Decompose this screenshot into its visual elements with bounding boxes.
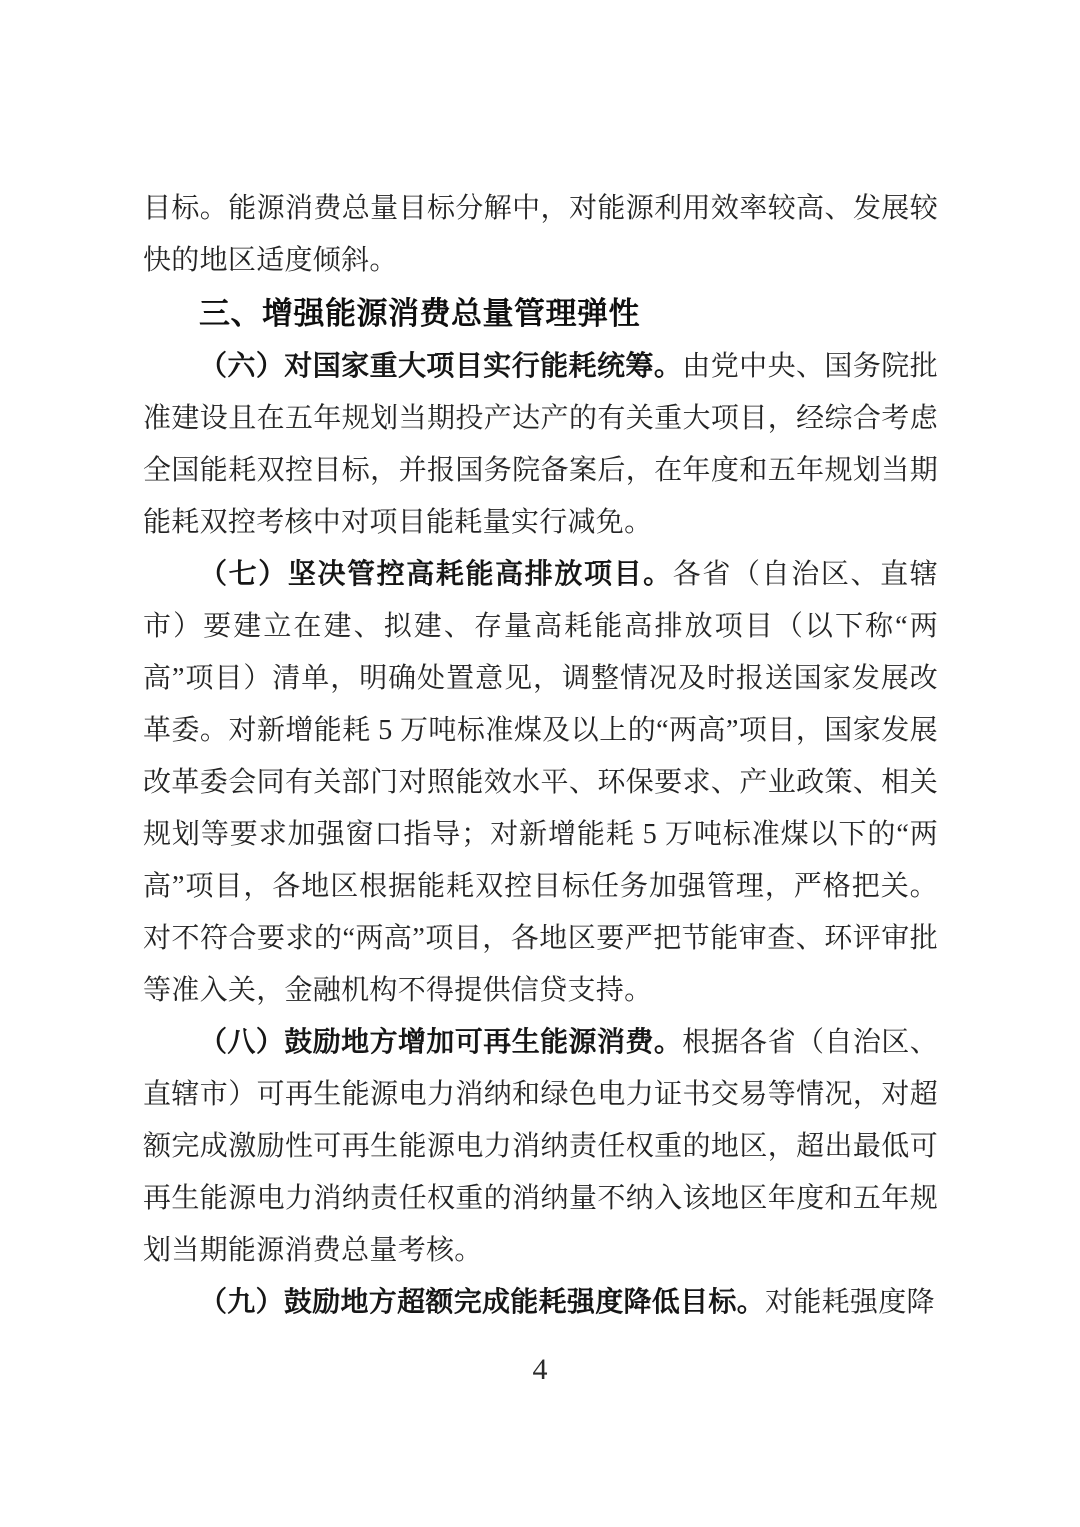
paragraph-item-9	[143, 1277, 938, 1329]
paragraph-lead: （九）鼓励地方超额完成能耗强度降低目标。	[199, 1287, 766, 1318]
paragraph-text: 根据各省（自治区、直辖市）可再生能源电力消纳和绿色电力证书交易等情况，对超额完成激励性可再生能源电力消纳责任权重的地区，超出最低可再生能源电力消纳责任权重的消纳量不纳入该地区年度和五年规划当期能源消费总量考核。	[143, 1027, 939, 1266]
paragraph-text: 由党中央、国务院批准建设且在五年规划当期投产达产的有关重大项目，经综合考虑全国能耗双控目标，并报国务院备案后，在年度和五年规划当期能耗双控考核中对项目能耗量实行减免。	[143, 351, 939, 538]
paragraph-text: 对能耗强度降	[765, 1287, 935, 1318]
paragraph-item-8	[143, 1017, 938, 1277]
paragraph-continuation: 目标。能源消费总量目标分解中，对能源利用效率较高、发展较快的地区适度倾斜。	[143, 193, 938, 276]
paragraph-item-6	[143, 341, 938, 549]
paragraph-item-7	[143, 549, 938, 1017]
paragraph-text: 各省（自治区、直辖市）要建立在建、拟建、存量高耗能高排放项目（以下称“两高”项目）清单，明确处置意见，调整情况及时报送国家发展改革委。对新增能耗 5 万吨标准煤及以上的“两高”项目，国家发展改革委会同有关部门对照能效水平、环保要求、产业政策、相关规划等要求加强窗口指导；对新增能耗 5 万吨标准煤以下的“两高”项目，各地区根据能耗双控目标任务加强管理，严格把关。对不符合要求的“两高”项目，各地区要严把节能审查、环评审批等准入关，金融机构不得提供信贷支持。	[143, 559, 938, 1006]
page-number: 4	[532, 1353, 548, 1386]
paragraph-lead: （六）对国家重大项目实行能耗统筹。	[199, 351, 683, 382]
document-body	[143, 183, 938, 1329]
paragraph-lead: （七）坚决管控高耗能高排放项目。	[199, 559, 673, 590]
paragraph-lead: （八）鼓励地方增加可再生能源消费。	[199, 1027, 683, 1058]
section-heading: 三、增强能源消费总量管理弹性	[199, 296, 640, 332]
